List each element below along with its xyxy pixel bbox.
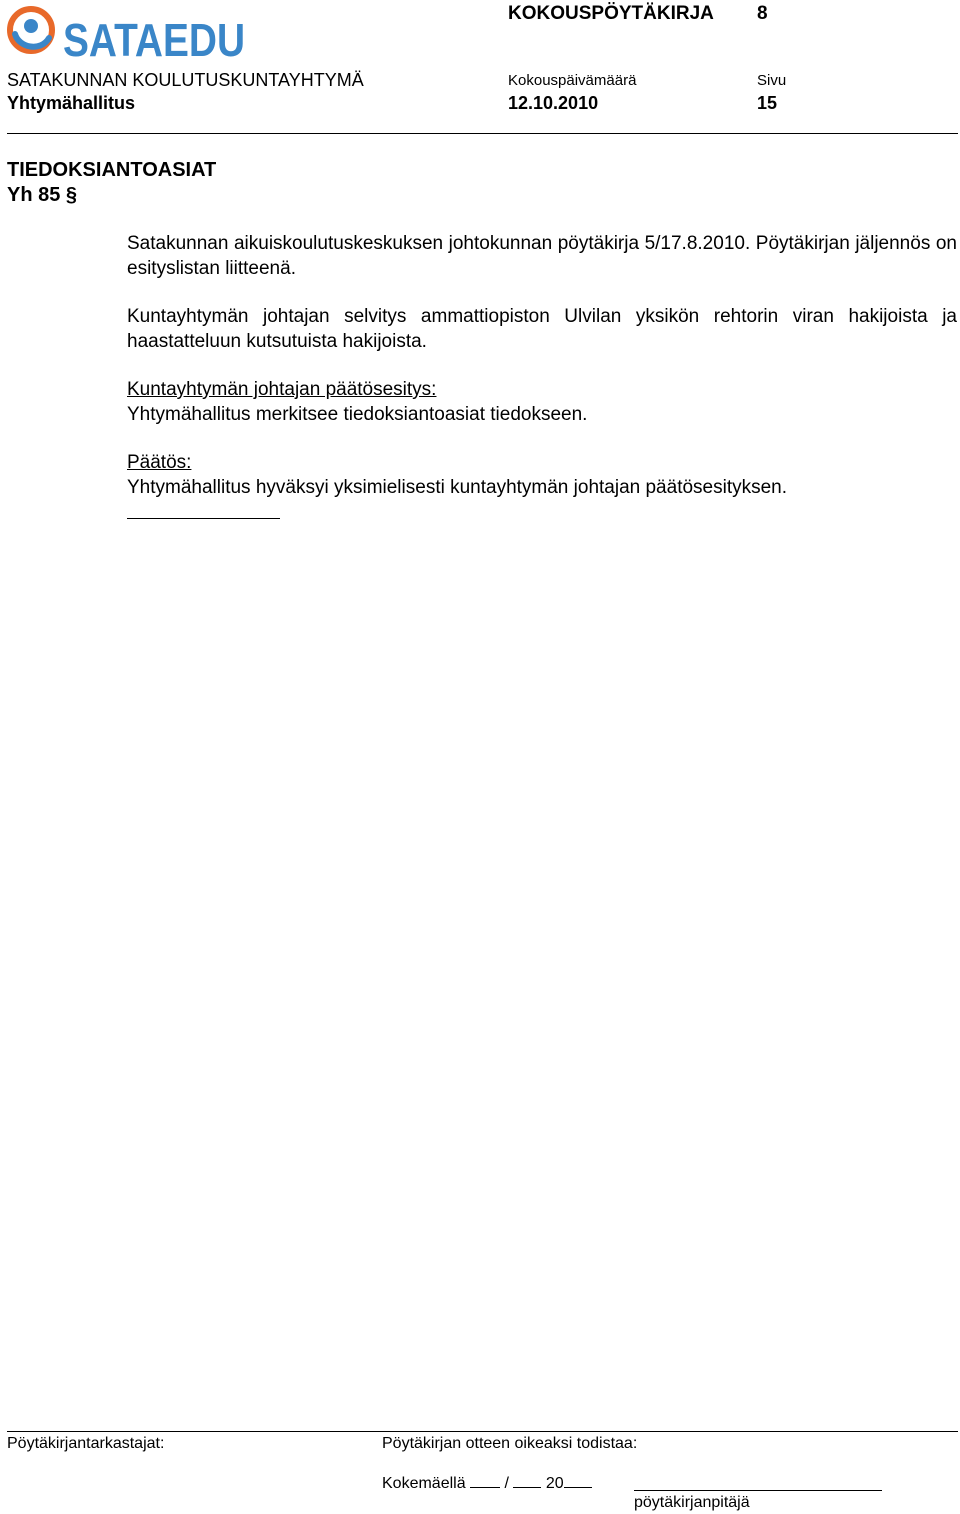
proposal-text: Yhtymähallitus merkitsee tiedoksiantoasiat tiedokseen. bbox=[127, 404, 588, 425]
page-label: Sivu bbox=[757, 72, 787, 89]
proposal-block bbox=[127, 377, 957, 427]
month-blank bbox=[513, 1474, 541, 1488]
year-prefix: 20 bbox=[545, 1475, 564, 1492]
checkers-label: Pöytäkirjantarkastajat: bbox=[7, 1435, 165, 1452]
meeting-date-label: Kokouspäivämäärä bbox=[508, 72, 637, 89]
governing-body: Yhtymähallitus bbox=[7, 93, 136, 113]
header-divider bbox=[7, 133, 958, 134]
section-end-rule bbox=[127, 518, 280, 519]
logo-wordmark: SATAEDU bbox=[63, 14, 245, 66]
signature-line bbox=[634, 1490, 882, 1491]
swirl-icon bbox=[10, 9, 52, 51]
certified-label: Pöytäkirjan otteen oikeaksi todistaa: bbox=[382, 1435, 638, 1452]
sataedu-logo bbox=[7, 4, 247, 66]
section-title: TIEDOKSIANTOASIAT bbox=[7, 159, 217, 181]
footer-divider bbox=[7, 1431, 958, 1432]
meeting-date: 12.10.2010 bbox=[508, 93, 599, 113]
place-name: Kokemäellä bbox=[382, 1475, 466, 1492]
decision-text: Yhtymähallitus hyväksyi yksimielisesti kuntayhtymän johtajan päätösesityksen. bbox=[127, 477, 788, 498]
proposal-label: Kuntayhtymän johtajan päätösesitys: bbox=[127, 379, 437, 400]
decision-block bbox=[127, 450, 957, 500]
year-blank bbox=[564, 1474, 592, 1488]
date-slash: / bbox=[504, 1475, 509, 1492]
organization-name: SATAKUNNAN KOULUTUSKUNTAYHTYMÄ bbox=[7, 70, 364, 90]
paragraph-report: Kuntayhtymän johtajan selvitys ammattiopiston Ulvilan yksikön rehtorin viran hakijoista ja haastatteluun kutsutuista hakijoista. bbox=[127, 306, 957, 352]
decision-label: Päätös: bbox=[127, 452, 192, 473]
section-reference: Yh 85 § bbox=[7, 184, 78, 206]
document-type: KOKOUSPÖYTÄKIRJA bbox=[508, 3, 714, 24]
secretary-label: pöytäkirjanpitäjä bbox=[634, 1494, 750, 1511]
document-page-number: 8 bbox=[757, 3, 768, 24]
paragraph-minutes: Satakunnan aikuiskoulutuskeskuksen johtokunnan pöytäkirja 5/17.8.2010. Pöytäkirjan jäljennös on esityslistan liitteenä. bbox=[127, 233, 957, 279]
day-blank bbox=[470, 1474, 500, 1488]
signature-date-line bbox=[382, 1474, 592, 1493]
page-number: 15 bbox=[757, 93, 778, 113]
